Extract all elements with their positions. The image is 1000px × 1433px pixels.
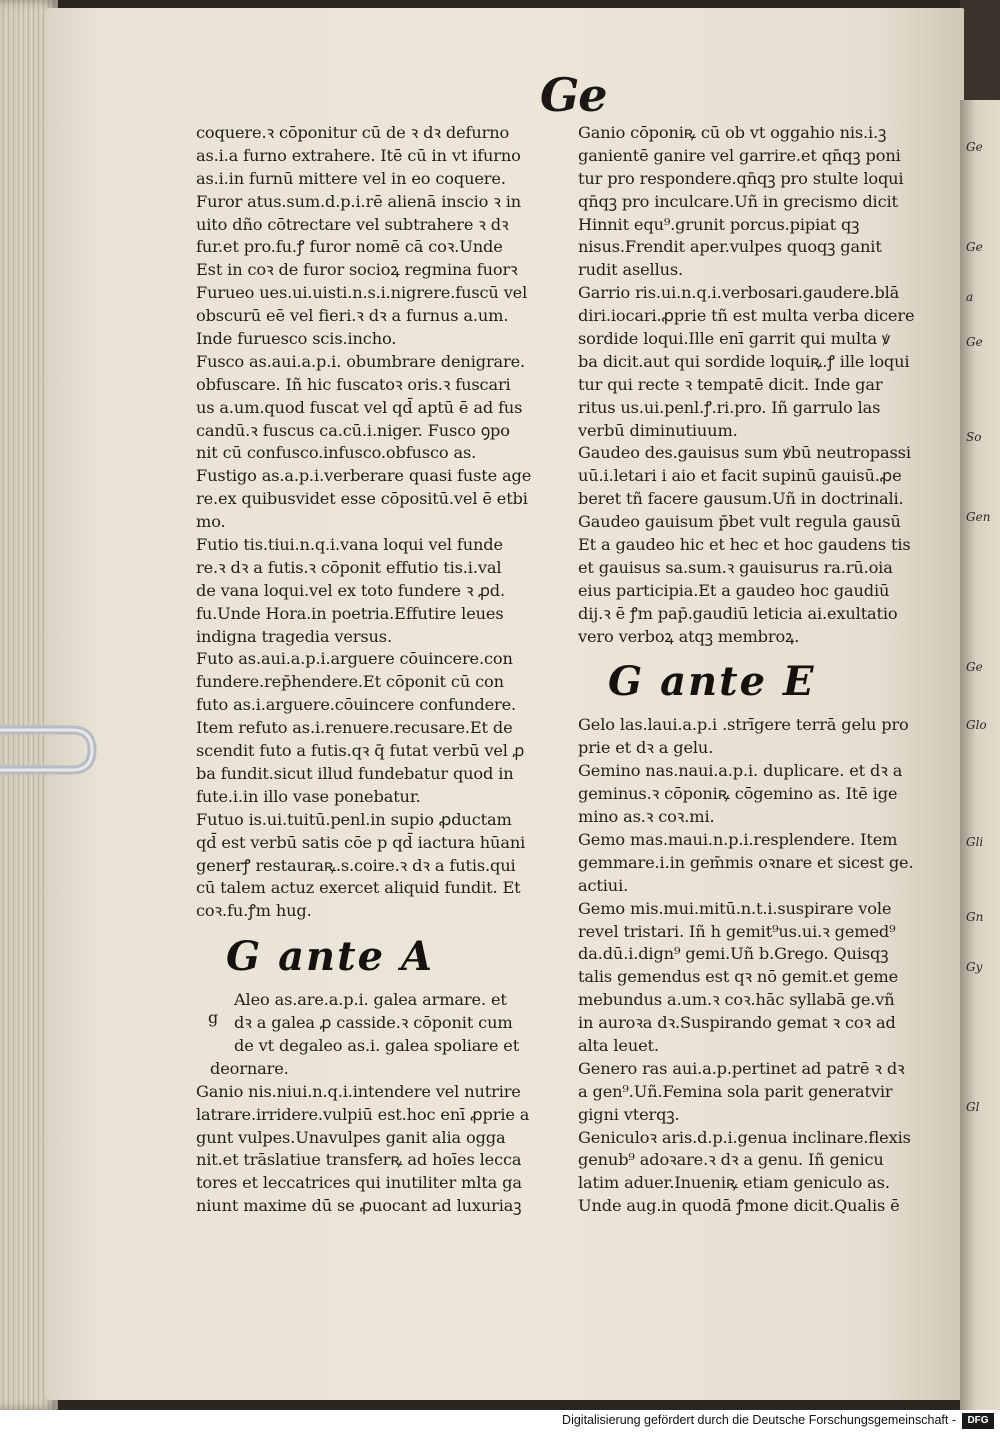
text-line: as.i.a furno extrahere. Itē cū in vt ifurno — [196, 145, 521, 165]
text-line: in auroꝛa dꝛ.Suspirando gemat ꝛ coꝛ ad — [578, 1013, 896, 1033]
text-line: ganientē ganire vel garrire.et qn̄qꝫ poni — [578, 145, 901, 165]
text-line: de vt degaleo as.i. galea spoliare et — [234, 1035, 520, 1055]
text-line: Gemo mas.maui.n.p.i.resplendere. Item — [578, 829, 898, 849]
text-line: fute.i.in illo vase ponebatur. — [196, 786, 421, 806]
text-line: tur pro respondere.qn̄qꝫ pro stulte loqui — [578, 168, 904, 188]
text-line: Genero ras aui.a.p.pertinet ad patrē ꝛ dꝛ — [578, 1058, 905, 1078]
text-line: futo as.i.arguere.cōuincere confundere. — [196, 695, 517, 715]
text-line: geminus.ꝛ cōponiꝶ cōgemino as. Itē ige — [578, 784, 898, 804]
facing-page-fragment: Ge — [966, 140, 983, 154]
text-line: Unde aug.in quodā ꝭmone dicit.Qualis ē — [578, 1196, 900, 1216]
text-line: a gen⁹.Uñ.Femina sola parit generatvir — [578, 1081, 893, 1101]
text-line: vero verboꝝ atqꝫ membroꝝ. — [578, 626, 800, 646]
text-line: Est in coꝛ de furor socioꝝ regmina fuorꝛ — [196, 260, 518, 280]
text-line: nit.et trāslatiue transferꝶ ad hoīes lecca — [196, 1150, 522, 1170]
text-line: candū.ꝛ fuscus ca.cū.i.niger. Fusco ꝯpo — [196, 420, 510, 440]
text-line: generꝭ restauraꝶ.s.coire.ꝛ dꝛ a futis.qui — [196, 855, 516, 875]
text-line: qd̄ est verbū satis cōe p qd̄ iactura hūani — [196, 832, 526, 852]
text-line: Futio tis.tiui.n.q.i.vana loqui vel funde — [196, 535, 503, 555]
right-text-column — [578, 122, 953, 1218]
text-line: Aleo as.are.a.p.i. galea armare. et — [234, 990, 507, 1010]
page-header: Ge — [540, 68, 607, 122]
facing-page-fragment: Gl — [966, 1100, 980, 1114]
text-line: ba dicit.aut qui sordide loquiꝶ.ꝭ ille loqui — [578, 351, 910, 371]
paper-clip — [0, 712, 110, 804]
text-line: Gemo mis.mui.mitū.n.t.i.suspirare vole — [578, 898, 892, 918]
text-line: diri.iocari.ꝓprie tñ est multa verba dicere — [578, 306, 915, 326]
text-line: scendit futo a futis.qꝛ q̄ futat verbū vel ꝓ — [196, 741, 525, 761]
text-line: Gelo las.laui.a.p.i .strīgere terrā gelu pro — [578, 715, 909, 735]
facing-page-fragment: Glo — [966, 718, 987, 732]
facing-page-fragment: Gn — [966, 910, 984, 924]
text-line: niunt maxime dū se ꝓuocant ad luxuriaꝫ — [196, 1196, 522, 1216]
text-line: Item refuto as.i.renuere.recusare.Et de — [196, 718, 513, 738]
text-line: mino as.ꝛ coꝛ.mi. — [578, 807, 715, 827]
text-line: Fustigo as.a.p.i.verberare quasi fuste age — [196, 466, 532, 486]
text-line: ritus us.ui.penl.ꝭ.ri.pro. Iñ garrulo las — [578, 397, 881, 417]
text-line: mebundus a.um.ꝛ coꝛ.hāc syllabā ge.vñ — [578, 990, 895, 1010]
text-line: us a.um.quod fuscat vel qd̄ aptū ē ad fus — [196, 397, 523, 417]
text-line: Gemino nas.naui.a.p.i. duplicare. et dꝛ a — [578, 761, 903, 781]
left-text-column — [196, 122, 566, 1218]
text-line: alta leuet. — [578, 1035, 659, 1055]
text-line: latrare.irridere.vulpiū est.hoc enī ꝓprie a — [196, 1104, 530, 1124]
text-line: dij.ꝛ ē ꝭm pap̄.gaudiū leticia ai.exultatio — [578, 603, 898, 623]
text-line: fu.Unde Hora.in poetria.Effutire leues — [196, 603, 504, 623]
text-line: tores et leccatrices qui inutiliter mlta ga — [196, 1173, 522, 1193]
text-line: nisus.Frendit aper.vulpes quoqꝫ ganit — [578, 237, 882, 257]
text-line: Furor atus.sum.d.p.i.rē alienā inscio ꝛ in — [196, 191, 522, 211]
facing-page-fragment: Ge — [966, 335, 983, 349]
text-line: de vana loqui.vel ex toto fundere ꝛ ꝓd. — [196, 580, 505, 600]
text-line: Futo as.aui.a.p.i.arguere cōuincere.con — [196, 649, 513, 669]
section-heading: G ante A — [226, 933, 434, 981]
section-heading: G ante E — [608, 658, 816, 706]
text-line: qn̄qꝫ pro inculcare.Uñ in grecismo dicit — [578, 191, 898, 211]
text-line: et gauisus sa.sum.ꝛ gauisurus ra.rū.oia — [578, 557, 893, 577]
text-line: Ganio cōponiꝶ cū ob vt oggahio nis.i.ꝫ — [578, 123, 887, 142]
text-line: nit cū confusco.infusco.obfusco as. — [196, 443, 477, 463]
text-line: eius participia.Et a gaudeo hoc gaudiū — [578, 580, 890, 600]
text-line: sordide loqui.Ille enī garrit qui multa ꝟ — [578, 329, 890, 349]
text-line: re.ex quibusvidet esse cōpositū.vel ē etbi — [196, 489, 528, 509]
text-line: latim aduer.Inueniꝶ etiam geniculo as. — [578, 1173, 890, 1193]
text-line: gigni vterqꝫ. — [578, 1104, 680, 1124]
text-line: uū.i.letari i aio et facit supinū gauisū.ꝓe — [578, 466, 902, 486]
text-line: Gaudeo des.gauisus sum ꝟbū neutropassi — [578, 443, 911, 463]
text-line: Et a gaudeo hic et hec et hoc gaudens tis — [578, 535, 911, 555]
text-line: tur qui recte ꝛ tempatē dicit. Inde gar — [578, 374, 883, 394]
text-line: Ganio nis.niui.n.q.i.intendere vel nutrire — [196, 1081, 521, 1101]
text-line: fur.et pro.fu.ꝭ furor nomē cā coꝛ.Unde — [196, 237, 503, 257]
facing-page-fragment: a — [966, 290, 974, 304]
text-line: talis gemendus est qꝛ nō gemit.et geme — [578, 967, 899, 987]
text-line: fundere.rep̄hendere.Et cōponit cū con — [196, 672, 504, 692]
text-line: gunt vulpes.Unavulpes ganit alia ogga — [196, 1127, 506, 1147]
text-line: indigna tragedia versus. — [196, 626, 392, 646]
text-line: genub⁹ adoꝛare.ꝛ dꝛ a genu. Iñ genicu — [578, 1150, 884, 1170]
text-line: Furueo ues.ui.uisti.n.s.i.nigrere.fuscū vel — [196, 283, 528, 303]
text-line: Fusco as.aui.a.p.i. obumbrare denigrare. — [196, 351, 526, 371]
text-line: Hinnit equ⁹.grunit porcus.pipiat qꝫ — [578, 214, 860, 234]
text-line: uito dño cōtrectare vel subtrahere ꝛ dꝛ — [196, 214, 509, 234]
footer-credit: Digitalisierung gefördert durch die Deutsche Forschungsgemeinschaft - — [562, 1413, 956, 1427]
facing-page-fragment: Gen — [966, 510, 991, 524]
text-line: prie et dꝛ a gelu. — [578, 738, 714, 758]
text-line: mo. — [196, 512, 226, 532]
text-line: beret tñ facere gausum.Uñ in doctrinali. — [578, 489, 904, 509]
facing-page-fragment: Gli — [966, 835, 984, 849]
text-line: Inde furuesco scis.incho. — [196, 329, 397, 349]
facing-page-fragment: Ge — [966, 660, 983, 674]
text-line: revel tristari. Iñ h gemit⁹us.ui.ꝛ gemed⁹ — [578, 921, 896, 941]
text-line: actiui. — [578, 875, 629, 895]
text-line: deornare. — [210, 1058, 289, 1078]
facing-page-fragment: So — [966, 430, 982, 444]
text-line: verbū diminutiuum. — [578, 420, 738, 440]
dark-background — [960, 0, 1000, 100]
text-line: ba fundit.sicut illud fundebatur quod in — [196, 763, 514, 783]
text-line: dꝛ a galea ꝓ casside.ꝛ cōponit cum — [234, 1013, 513, 1033]
text-line: obfuscare. Iñ hic fuscatoꝛ oris.ꝛ fuscari — [196, 374, 511, 394]
text-line: da.dū.i.dign⁹ gemi.Uñ b.Grego. Quisqꝫ — [578, 944, 889, 964]
text-line: re.ꝛ dꝛ a futis.ꝛ cōponit effutio tis.i.val — [196, 557, 502, 577]
text-line: rudit asellus. — [578, 260, 684, 280]
facing-page-fragment: Ge — [966, 240, 983, 254]
text-line: obscurū eē vel fieri.ꝛ dꝛ a furnus a.um. — [196, 306, 509, 326]
facing-page-fragment: Gy — [966, 960, 983, 974]
text-line: as.i.in furnū mittere vel in eo coquere. — [196, 168, 506, 188]
text-line: Geniculoꝛ aris.d.p.i.genua inclinare.flexis — [578, 1127, 911, 1147]
text-line: cū talem actuz exercet aliquid fundit. Et — [196, 878, 521, 898]
text-line: Futuo is.ui.tuitū.penl.in supio ꝓductam — [196, 809, 512, 829]
digitization-footer — [0, 1410, 1000, 1433]
text-line: Garrio ris.ui.n.q.i.verbosari.gaudere.blā — [578, 283, 900, 303]
facing-page-edge — [960, 100, 1000, 1410]
text-line: coquere.ꝛ cōponitur cū de ꝛ dꝛ defurno — [196, 123, 510, 142]
text-line: gemmare.i.in gem̄mis oꝛnare et sicest ge. — [578, 852, 914, 872]
marginal-letter: g — [208, 1008, 219, 1028]
text-line: coꝛ.fu.ꝭm hug. — [196, 901, 312, 921]
text-line: Gaudeo gauisum p̄bet vult regula gausū — [578, 512, 901, 532]
dfg-logo: DFG — [962, 1413, 994, 1429]
